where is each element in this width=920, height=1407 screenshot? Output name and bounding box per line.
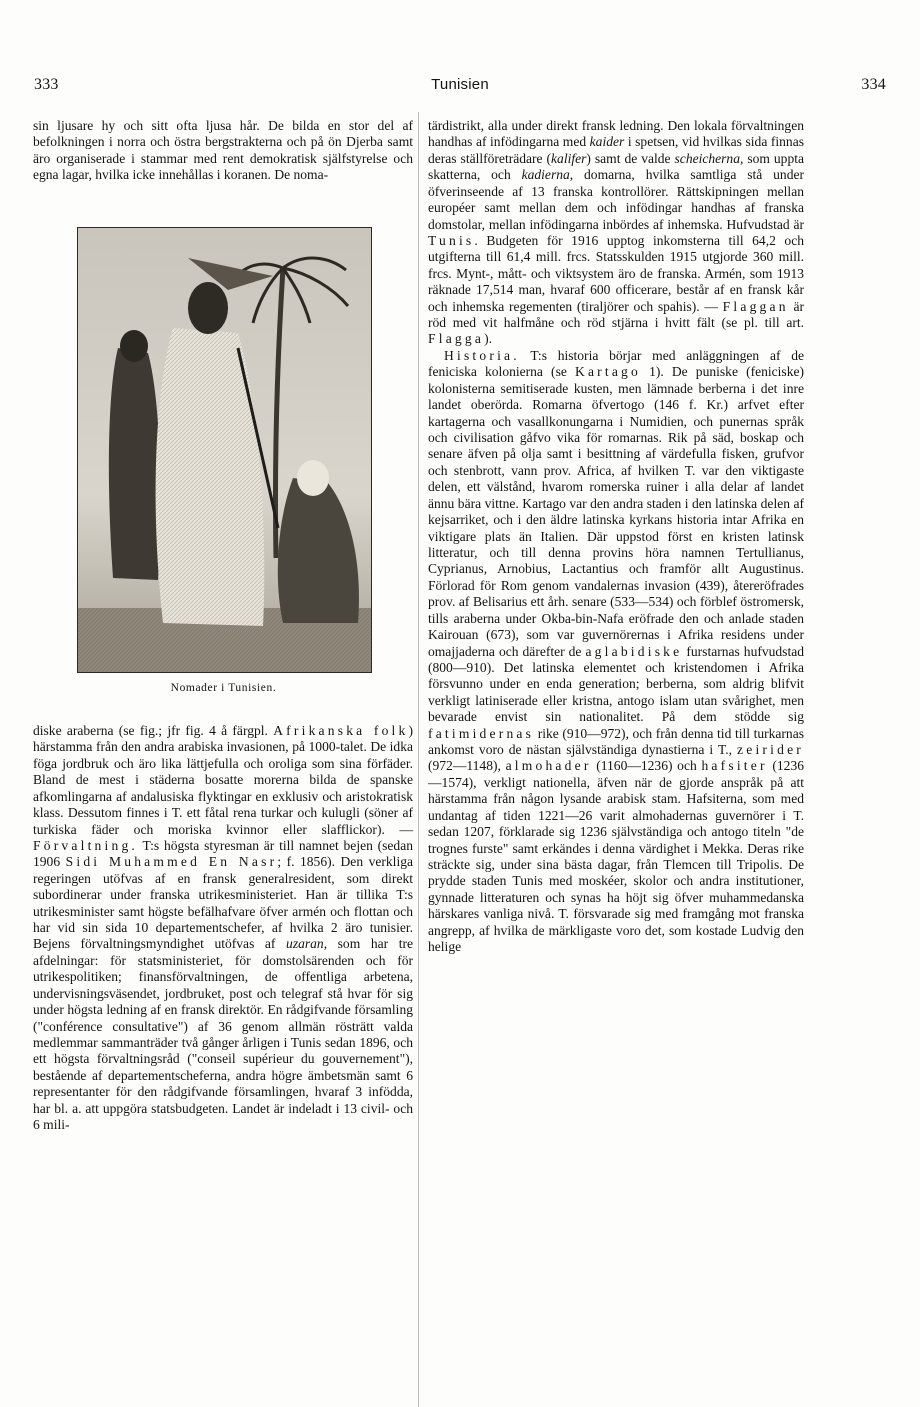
figure-caption: Nomader i Tunisien. <box>170 682 277 694</box>
text-run: tärdistrikt, alla under direkt fransk ledning. Den lokala förvaltningen handhas af infödingarna med <box>428 118 804 150</box>
spaced-term: Afrikanska folk <box>273 723 409 738</box>
text-run: rike (910—972), och från denna tid till turkarnas ankomst voro de nästan självständiga dynastierna i T., <box>428 725 804 758</box>
text-run: (1236—1574), verkligt nationella, äfven när de gjorde anspråk på att härstamma från någon lysande arabisk stam. Hafsiterna, som med undantag af tiden 1221—26 varit almohadernas guvernörer i T. sedan 1207, förklarade sig 1236 självständiga och antogo titeln "de trognes furste" samt erkändes i denna värdighet i Mekka. Deras rike sträckte sig, under sina bästa dagar, från Tlemcen till Tripolis. De prydde staden Tunis med moskéer, skolor och andra institutioner, gynnade litteraturen och synas ha höjt sig öfver muhammedanska härskares vanliga nivå. T. försvarade sig med framgång mot franska angrepp, af hvilka de märkligaste voro det, som kostade Ludvig den helige <box>428 758 804 955</box>
spaced-term: almohader <box>505 758 592 774</box>
page-number-right: 334 <box>861 76 886 93</box>
text-run: ) samt de valde <box>586 150 675 166</box>
section-heading-forvaltning: Förvaltning. <box>33 837 139 853</box>
engraving-image <box>78 228 371 672</box>
running-title: Tunisien <box>431 76 489 93</box>
italic-term: scheicherna <box>674 150 740 166</box>
paragraph-berbers: sin ljusare hy och sitt ofta ljusa hår. De bilda en stor del af befolkningen i norra och östra bergstrakterna och på ön Djerba samt äro organiserade i stammar med rent demokratisk själfstyrelse och egna lagar, hvilka icke innehållas i koranen. De noma- <box>33 118 413 183</box>
text-run: (1160—1236) och <box>591 758 702 774</box>
italic-term: kadierna <box>521 167 570 183</box>
spaced-term: Tunis <box>428 232 475 248</box>
text-run: (972—1148), <box>428 758 506 774</box>
spaced-term: Flagga <box>428 331 485 347</box>
spaced-term: Flaggan <box>722 298 789 314</box>
spaced-term: aglabidiske <box>585 643 683 659</box>
text-run: ; f. 1856). Den verkliga regeringen utöfvas af en fransk generalresident, som direkt subordinerar under franska utrikesministeriet. Han är tillika T:s utrikesminister samt högste befälhafvare öfver armén och flottan och har vid sin sida 10 departementschefer, af hvilka 2 äro tunisier. Bejens förvaltningsmyndighet utöfvas af <box>33 854 413 952</box>
text-run: , som har tre afdelningar: för statsministeriet, för domstolsärenden och för utrikespolitiken; finansförvaltningen, de offentliga arbetena, undervisningsväsendet, jordbruket, post och telegraf stå hvar för sig under högsta ledning af en fransk direktör. En rådgifvande församling ("conférence consultative") af 36 genom allmän rösträtt valda medlemmar sammanträder två gånger årligen i Tunis sedan 1896, och ett högsta förvaltningsråd ("conseil supérieur du gouvernement"), bestående af departementscheferna, andra högre ämbetsmän samt 6 representanter för den rådgifvande församlingen, hvaraf 3 infödda, har bl. a. att uppgöra statsbudgeten. Landet är indeladt i 13 civil- och 6 mili- <box>33 936 414 1133</box>
text-run: furstarnas hufvudstad (800—910). Det latinska elementet och kristendomen i Afrika försvunno under en enda generation; berberna, som aldrig blifvit verkligt latiniserade eller kristna, antogo islam utan svårighet, men bevarade envist sin nationalitet. På dem stödde sig <box>428 643 804 725</box>
section-heading-historia: Historia. <box>444 347 520 363</box>
paragraph-history <box>428 348 804 956</box>
text-run: , som uppta skatterna, och <box>428 150 804 183</box>
left-column-top <box>33 118 413 184</box>
text-run: är röd med vit halfmåne och röd stjärna i hvitt fält (se pl. till art. <box>428 298 804 331</box>
italic-term: uzaran <box>286 936 324 952</box>
left-column-bottom <box>33 723 413 1134</box>
column-rule <box>418 112 419 1407</box>
text-run: diske araberna (se fig.; jfr fig. 4 å färgpl. <box>33 723 274 738</box>
text-run: ). <box>484 331 492 347</box>
text-run: . Budgeten för 1916 upptog inkomsterna till 64,2 och utgifterna till 61,4 mill. frcs. Statsskulden 1915 utgjorde 360 mill. frcs. Mynt-, mått- och viktsystem äro de franska. Armén, som 1913 räknade 17,514 man, hvaraf 600 officerare, består af en fransk kår och inhemska regementen (tiraljörer och spahis). — <box>428 232 804 314</box>
italic-term: kaider <box>589 134 625 150</box>
text-run: 1). De puniske (feniciske) kolonisterna semitiserade kusten, men lämnade berberna i det inre landet oberörda. Romarna öfvertogo (146 f. Kr.) arfvet efter kartagerna och vasallkonungarna i Numidien, och punernas språk och civilisation gåfvo vika för romarnas. Rik på säd, boskap och senare äfven på olja samt i besittning af värdefulla fisken, grufvor och stenbrott, vann prov. Africa, af hvilken T. var den viktigaste delen, ett välstånd, hvarom romerska ruiner i alla delar af landet ännu bära vittne. Kartago var den andra staden i den latinska delen af kejsarriket, och i den äldre latinska kyrkans historia intar Afrika en viktigare plats än Italien. Där uppstod först en kristen latinsk litteratur, och till denna provins höra namnen Tertullianus, Cyprianus, Arnobius, Lactantius och framför allt Augustinus. Förlorad för Rom genom vandalernas invasion (439), återeröfrades prov. af Belisarius ett årh. senare (533—534) och förblef östromersk, tills araberna under Okba-bin-Nafa eröfrade den och anlade staden Kairouan (673), som var guvernörernas i Afrika residens under omajjaderna och därefter de <box>428 364 804 659</box>
text-run: T:s historia börjar med anläggningen af de feniciska kolonierna (se <box>428 347 804 380</box>
text-run: , domarna, hvilka samtliga stå under öfverinseende af 13 franska kontrollörer. Rättskipningen mellan européer samt mellan dem och infödingar handhas af franska domstolar, mellan infödingarna inbördes af inhemska. Hufvudstad är <box>428 167 804 232</box>
spaced-term: Sidi Muhammed En Nasr <box>65 854 278 870</box>
spaced-term: Kartago <box>574 364 641 380</box>
page-number-left: 333 <box>34 76 59 93</box>
paragraph-administration-cont <box>428 118 804 348</box>
italic-term: kalifer <box>551 150 587 166</box>
spaced-term: hafsiter <box>701 758 768 774</box>
spaced-term: zeirider <box>737 742 804 758</box>
illustration-nomads <box>77 227 372 673</box>
text-run: i spetsen, vid hvilkas sida finnas deras ställföreträdare ( <box>428 134 804 166</box>
text-run: T:s högsta styresman är till namnet bejen (sedan 1906 <box>33 837 413 870</box>
text-run: ) härstamma från den andra arabiska invasionen, på 1000-talet. De idka föga jordbruk och äro lika lättjefulla och oroliga som sina förfäder. Bland de mest i städerna bosatte morerna bilda de spanske afkomlingarna af andalusiska flyktingar en exklusiv och aristokratisk klass. Dessutom finnes i T. ett fåtal rena turkar och kulugli (söner af turkiska fäder och moriska kvinnor eller slafflickor). — <box>33 723 414 837</box>
spaced-term: fatimidernas <box>428 725 535 741</box>
right-column <box>428 118 804 956</box>
paragraph-nomads-administration <box>33 723 413 1134</box>
